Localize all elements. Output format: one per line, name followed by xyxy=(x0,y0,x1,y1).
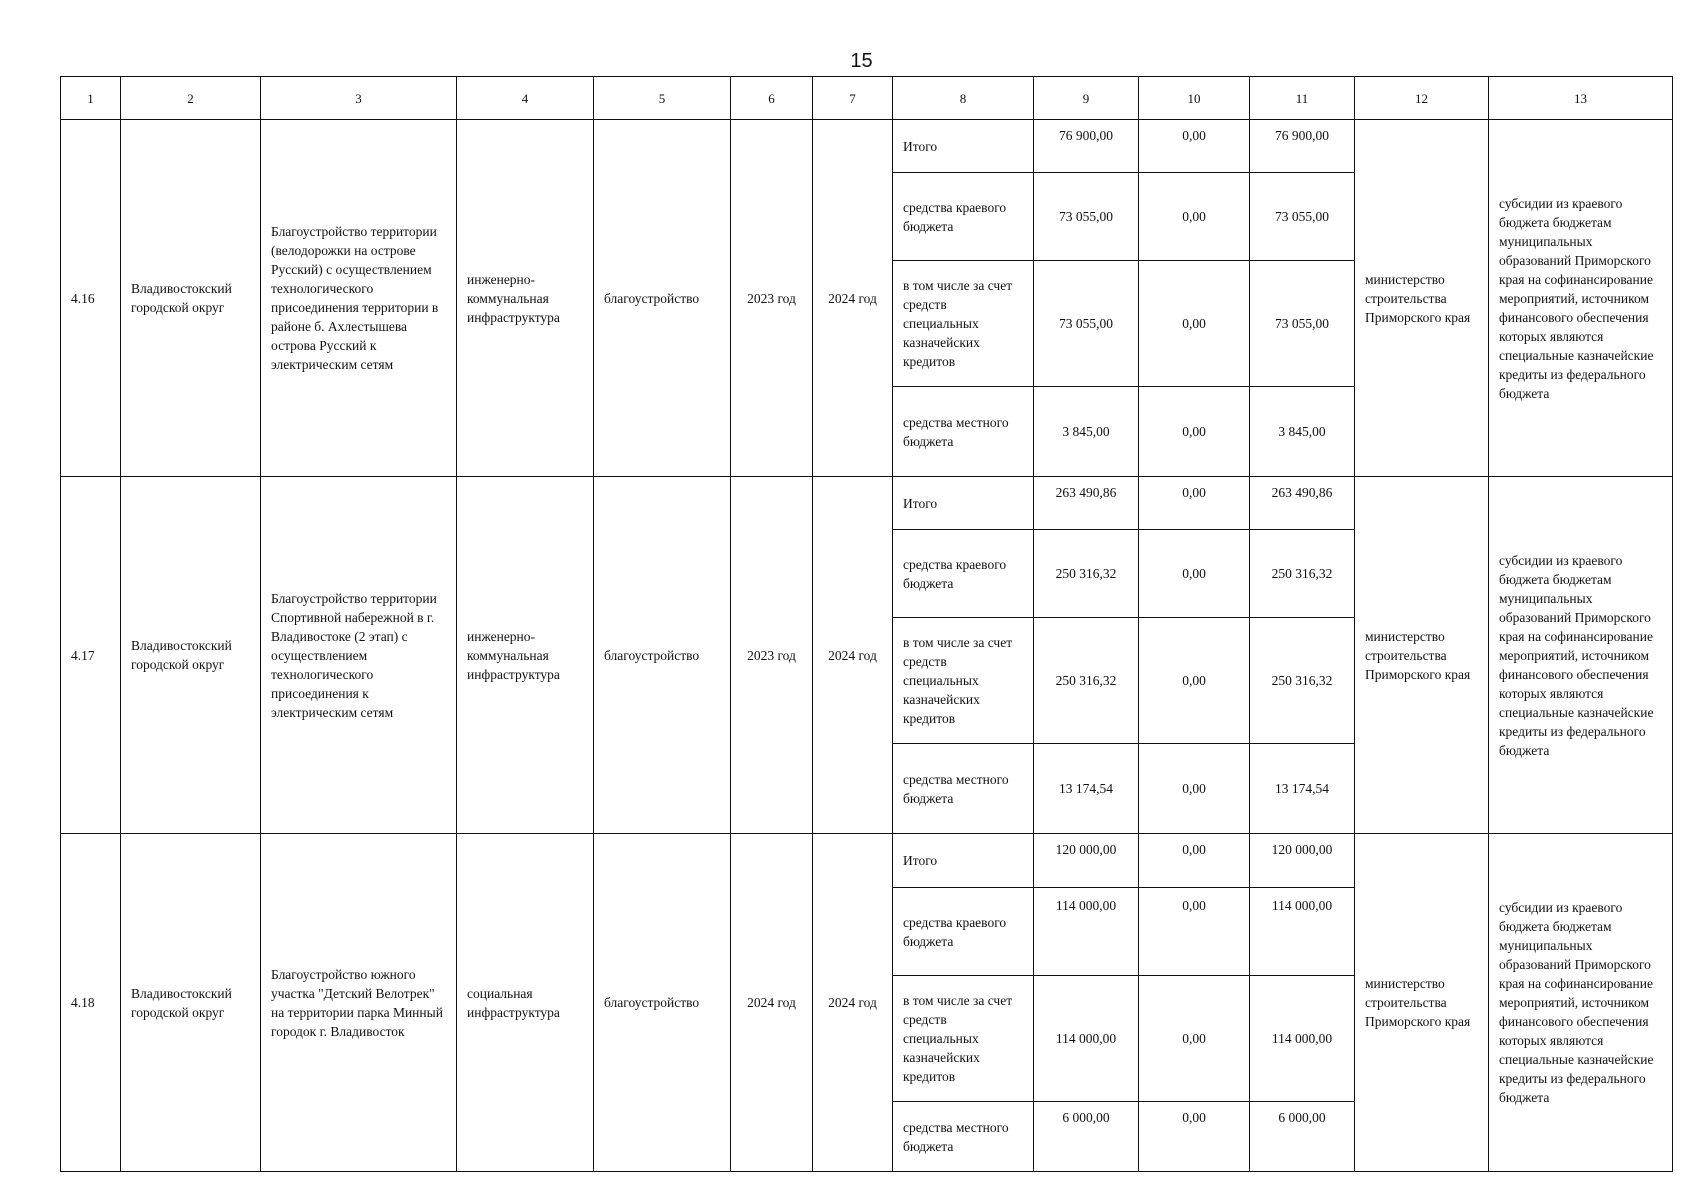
header-cell: 11 xyxy=(1250,77,1355,120)
value-col11: 263 490,86 xyxy=(1250,477,1355,530)
value-col10: 0,00 xyxy=(1139,477,1250,530)
value-col11: 114 000,00 xyxy=(1250,888,1355,976)
municipality: Владивостокский городской округ xyxy=(121,834,261,1172)
value-col9: 3 845,00 xyxy=(1034,387,1139,477)
finance-source: средства краевого бюджета xyxy=(893,530,1034,618)
finance-source: в том числе за счет средств специальных казначейских кредитов xyxy=(893,261,1034,387)
year-end: 2024 год xyxy=(813,834,893,1172)
object-name: Благоустройство территории (велодорожки на острове Русский) с осуществлением технологического присоединения территории в районе б. Ахлестышева острова Русский к электрическим сетям xyxy=(261,120,457,477)
value-col11: 250 316,32 xyxy=(1250,530,1355,618)
header-row xyxy=(61,77,1673,120)
header-cell: 5 xyxy=(594,77,731,120)
value-col9: 263 490,86 xyxy=(1034,477,1139,530)
direction: благоустройство xyxy=(594,834,731,1172)
value-col9: 73 055,00 xyxy=(1034,261,1139,387)
finance-source: средства краевого бюджета xyxy=(893,888,1034,976)
program-table xyxy=(60,76,1673,1172)
value-col10: 0,00 xyxy=(1139,387,1250,477)
value-col10: 0,00 xyxy=(1139,120,1250,173)
ministry: министерство строительства Приморского края xyxy=(1355,477,1489,834)
finance-source: средства краевого бюджета xyxy=(893,173,1034,261)
infrastructure-type: инженерно-коммунальная инфраструктура xyxy=(457,477,594,834)
value-col11: 73 055,00 xyxy=(1250,261,1355,387)
value-col9: 114 000,00 xyxy=(1034,976,1139,1102)
value-col10: 0,00 xyxy=(1139,261,1250,387)
value-col11: 120 000,00 xyxy=(1250,834,1355,888)
value-col11: 250 316,32 xyxy=(1250,618,1355,744)
year-start: 2024 год xyxy=(731,834,813,1172)
table-row xyxy=(61,477,1673,530)
header-cell: 10 xyxy=(1139,77,1250,120)
header-cell: 8 xyxy=(893,77,1034,120)
value-col11: 6 000,00 xyxy=(1250,1102,1355,1172)
header-cell: 6 xyxy=(731,77,813,120)
value-col11: 76 900,00 xyxy=(1250,120,1355,173)
row-number: 4.17 xyxy=(61,477,121,834)
finance-source: Итого xyxy=(893,477,1034,530)
value-col9: 73 055,00 xyxy=(1034,173,1139,261)
object-name: Благоустройство территории Спортивной набережной в г. Владивостоке (2 этап) с осуществлением технологического присоединения к электрическим сетям xyxy=(261,477,457,834)
header-cell: 1 xyxy=(61,77,121,120)
header-cell: 2 xyxy=(121,77,261,120)
year-end: 2024 год xyxy=(813,477,893,834)
value-col10: 0,00 xyxy=(1139,173,1250,261)
year-end: 2024 год xyxy=(813,120,893,477)
municipality: Владивостокский городской округ xyxy=(121,120,261,477)
direction: благоустройство xyxy=(594,120,731,477)
ministry: министерство строительства Приморского края xyxy=(1355,834,1489,1172)
page-number: 15 xyxy=(850,50,873,72)
header-cell: 4 xyxy=(457,77,594,120)
value-col9: 250 316,32 xyxy=(1034,618,1139,744)
finance-source: средства местного бюджета xyxy=(893,387,1034,477)
finance-source: в том числе за счет средств специальных казначейских кредитов xyxy=(893,976,1034,1102)
note: субсидии из краевого бюджета бюджетам муниципальных образований Приморского края на софинансирование мероприятий, источником финансового обеспечения которых являются специальные казначейские кредиты из федерального бюджета xyxy=(1489,834,1673,1172)
infrastructure-type: инженерно-коммунальная инфраструктура xyxy=(457,120,594,477)
finance-source: средства местного бюджета xyxy=(893,1102,1034,1172)
value-col9: 120 000,00 xyxy=(1034,834,1139,888)
value-col10: 0,00 xyxy=(1139,976,1250,1102)
value-col9: 13 174,54 xyxy=(1034,744,1139,834)
value-col9: 114 000,00 xyxy=(1034,888,1139,976)
year-start: 2023 год xyxy=(731,477,813,834)
ministry: министерство строительства Приморского края xyxy=(1355,120,1489,477)
finance-source: Итого xyxy=(893,120,1034,173)
infrastructure-type: социальная инфраструктура xyxy=(457,834,594,1172)
header-cell: 3 xyxy=(261,77,457,120)
value-col10: 0,00 xyxy=(1139,1102,1250,1172)
header-cell: 7 xyxy=(813,77,893,120)
value-col9: 6 000,00 xyxy=(1034,1102,1139,1172)
header-cell: 9 xyxy=(1034,77,1139,120)
table-row xyxy=(61,834,1673,888)
value-col10: 0,00 xyxy=(1139,530,1250,618)
row-number: 4.18 xyxy=(61,834,121,1172)
value-col11: 13 174,54 xyxy=(1250,744,1355,834)
value-col9: 250 316,32 xyxy=(1034,530,1139,618)
value-col11: 114 000,00 xyxy=(1250,976,1355,1102)
value-col10: 0,00 xyxy=(1139,888,1250,976)
value-col11: 3 845,00 xyxy=(1250,387,1355,477)
note: субсидии из краевого бюджета бюджетам муниципальных образований Приморского края на софинансирование мероприятий, источником финансового обеспечения которых являются специальные казначейские кредиты из федерального бюджета xyxy=(1489,120,1673,477)
value-col10: 0,00 xyxy=(1139,618,1250,744)
finance-source: в том числе за счет средств специальных казначейских кредитов xyxy=(893,618,1034,744)
value-col9: 76 900,00 xyxy=(1034,120,1139,173)
value-col11: 73 055,00 xyxy=(1250,173,1355,261)
header-cell: 12 xyxy=(1355,77,1489,120)
table-row xyxy=(61,120,1673,173)
note: субсидии из краевого бюджета бюджетам муниципальных образований Приморского края на софинансирование мероприятий, источником финансового обеспечения которых являются специальные казначейские кредиты из федерального бюджета xyxy=(1489,477,1673,834)
finance-source: Итого xyxy=(893,834,1034,888)
value-col10: 0,00 xyxy=(1139,834,1250,888)
year-start: 2023 год xyxy=(731,120,813,477)
finance-source: средства местного бюджета xyxy=(893,744,1034,834)
header-cell: 13 xyxy=(1489,77,1673,120)
municipality: Владивостокский городской округ xyxy=(121,477,261,834)
value-col10: 0,00 xyxy=(1139,744,1250,834)
row-number: 4.16 xyxy=(61,120,121,477)
direction: благоустройство xyxy=(594,477,731,834)
object-name: Благоустройство южного участка "Детский Велотрек" на территории парка Минный городок г. Владивосток xyxy=(261,834,457,1172)
